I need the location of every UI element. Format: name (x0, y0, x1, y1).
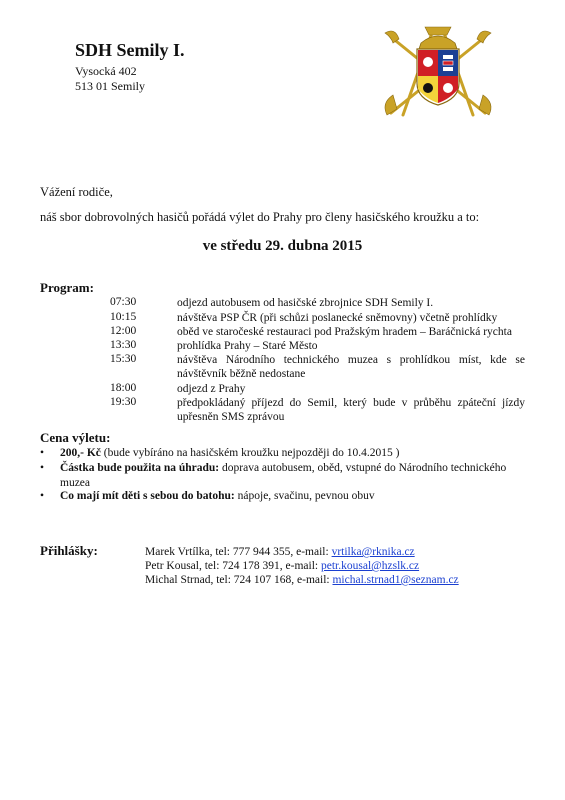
program-time: 15:30 (110, 353, 137, 365)
bullet-bold: Co mají mít děti s sebou do batohu: (60, 490, 235, 502)
bullet-icon: • (40, 490, 45, 502)
intro-text: náš sbor dobrovolných hasičů pořádá výlet do Prahy pro členy hasičského kroužku a to: (40, 210, 480, 224)
registration-heading: Přihlášky: (40, 543, 98, 558)
salutation: Vážení rodiče, (40, 185, 113, 199)
bullet-bold: Částka bude použita na úhradu: (60, 462, 220, 474)
program-time: 13:30 (110, 339, 137, 351)
address-city: 513 01 Semily (75, 79, 146, 93)
program-time: 10:15 (110, 311, 137, 323)
email-link[interactable]: michal.strnad1@seznam.cz (332, 574, 459, 586)
program-time: 12:00 (110, 325, 137, 337)
program-time: 07:30 (110, 296, 137, 308)
contact-row (145, 560, 419, 572)
program-text: oběd ve staročeské restauraci pod Pražským hradem – Baráčnická rychta (177, 326, 512, 338)
bullet-icon: • (40, 462, 45, 474)
program-text: odjezd autobusem od hasičské zbrojnice SDH Semily I. (177, 297, 434, 309)
program-time: 19:30 (110, 396, 137, 408)
address-street: Vysocká 402 (75, 64, 137, 78)
bullet-text: nápoje, svačinu, pevnou obuv (234, 490, 375, 502)
program-text: prohlídka Prahy – Staré Město (177, 340, 318, 352)
price-heading: Cena výletu: (40, 430, 111, 445)
contact-text: Marek Vrtílka, tel: 777 944 355, e-mail: (145, 546, 332, 558)
contact-row (145, 546, 415, 558)
program-text: návštěva PSP ČR (při schůzi poslanecké sněmovny) včetně prohlídky (177, 312, 498, 324)
firefighters-coat-of-arms-icon (373, 25, 503, 120)
organization-name: SDH Semily I. (75, 40, 185, 60)
contact-row (145, 574, 459, 586)
email-link[interactable]: petr.kousal@hzslk.cz (321, 560, 420, 572)
bullet-text: doprava autobusem, oběd, vstupné do Národního technického muzea (60, 462, 507, 489)
bullet-icon: • (40, 447, 45, 459)
bullet-bold: 200,- Kč (60, 447, 101, 459)
program-time: 18:00 (110, 382, 137, 394)
program-text: návštěva Národního technického muzea s prohlídkou míst, kde se návštěvník běžně nedostane (177, 354, 525, 380)
bullet-text: (bude vybíráno na hasičském kroužku nejpozději do 10.4.2015 ) (100, 447, 400, 459)
program-text: odjezd z Prahy (177, 383, 246, 395)
email-link[interactable]: vrtilka@rknika.cz (331, 546, 415, 558)
contact-text: Michal Strnad, tel: 724 107 168, e-mail: (145, 574, 333, 586)
program-heading: Program: (40, 280, 94, 295)
contact-text: Petr Kousal, tel: 724 178 391, e-mail: (145, 560, 321, 572)
program-text: předpokládaný příjezd do Semil, který bude v průběhu zpáteční jízdy upřesněn SMS zprávou (177, 397, 525, 423)
event-date: ve středu 29. dubna 2015 (202, 238, 363, 254)
